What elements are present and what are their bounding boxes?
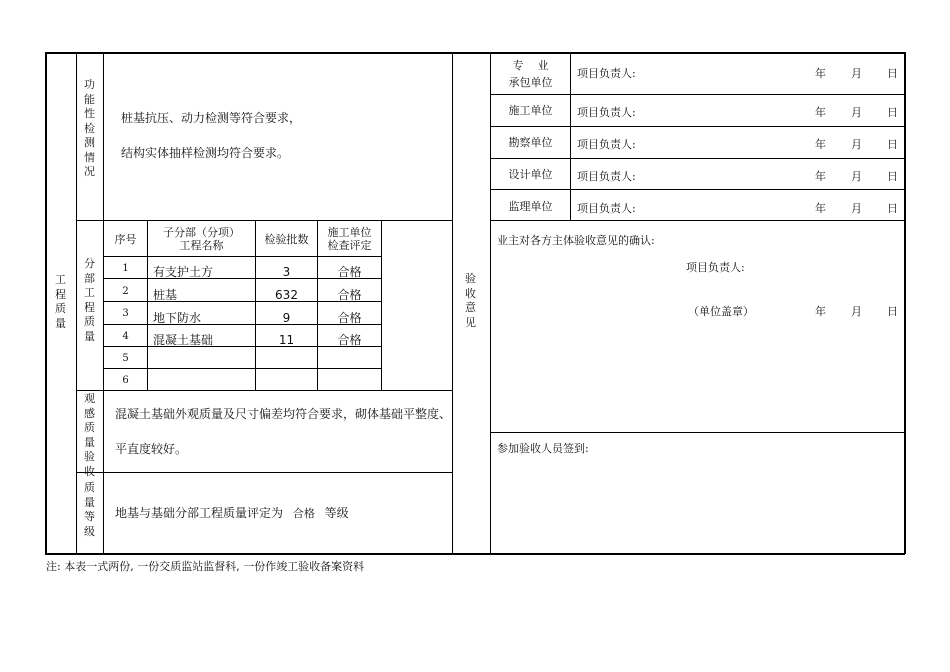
divider-right-label [490, 52, 491, 554]
unit-2-month: 月 [851, 106, 862, 119]
unit-5-day: 日 [887, 202, 898, 215]
unit-5-month: 月 [851, 202, 862, 215]
section-label-engineering-quality: 工程质量 [55, 273, 66, 330]
label-appearance-quality: 观感质量验收 [84, 392, 95, 478]
frame-bottom [45, 553, 905, 555]
h-left-390 [76, 390, 452, 391]
owner-year: 年 [815, 305, 826, 318]
v-sub-381 [381, 220, 382, 390]
label-quality-grade: 质量等级 [84, 481, 95, 538]
unit-1-line2: 承包单位 [508, 76, 553, 89]
unit-1-month: 月 [851, 67, 862, 80]
unit-1-year: 年 [815, 67, 826, 80]
row-1-result: 合格 [337, 265, 362, 279]
row-2-batches: 632 [275, 288, 298, 302]
frame-right [904, 52, 906, 554]
h-right-126 [490, 126, 904, 127]
functional-line-2: 结构实体抽样检测均符合要求。 [121, 146, 290, 160]
section-label-acceptance-opinion: 验收意见 [465, 272, 476, 329]
header-name-line2: 工程名称 [179, 239, 224, 252]
unit-3-month: 月 [851, 138, 862, 151]
h-right-220 [490, 220, 904, 221]
owner-seal: （单位盖章） [688, 305, 754, 318]
grade-statement [115, 507, 349, 520]
h-right-189 [490, 189, 904, 190]
row-3-no: 3 [122, 308, 129, 319]
unit-5-year: 年 [815, 202, 826, 215]
unit-5-person: 项目负责人: [577, 202, 636, 215]
owner-month: 月 [851, 305, 862, 318]
row-2-result: 合格 [337, 288, 362, 302]
row-1-name: 有支护土方 [153, 265, 214, 279]
row-4-name: 混凝土基础 [153, 333, 214, 347]
unit-4-person: 项目负责人: [577, 170, 636, 183]
footnote: 注: 本表一式两份, 一份交质监站监督科, 一份作竣工验收备案资料 [46, 560, 365, 573]
header-batches: 检验批数 [264, 233, 309, 246]
h-sub-368 [103, 368, 381, 369]
unit-4-year: 年 [815, 170, 826, 183]
label-subdivision-quality: 分部工程质量 [84, 257, 95, 343]
header-eval-line1: 施工单位 [327, 226, 372, 239]
h-right-94 [490, 94, 904, 95]
unit-4-month: 月 [851, 170, 862, 183]
row-1-no: 1 [122, 263, 129, 274]
row-4-result: 合格 [337, 333, 362, 347]
row-5-no: 5 [122, 353, 129, 364]
unit-3-day: 日 [887, 138, 898, 151]
unit-3-name: 勘察单位 [508, 136, 553, 149]
row-2-name: 桩基 [153, 288, 178, 302]
unit-3-year: 年 [815, 138, 826, 151]
label-functional-test: 功能性检测情况 [84, 78, 95, 178]
unit-3-person: 项目负责人: [577, 138, 636, 151]
row-6-no: 6 [122, 375, 129, 386]
unit-2-day: 日 [887, 106, 898, 119]
header-name-line1: 子分部（分项） [163, 226, 240, 239]
unit-4-day: 日 [887, 170, 898, 183]
divider-unit [570, 52, 571, 220]
row-4-no: 4 [122, 331, 129, 342]
unit-1-day: 日 [887, 67, 898, 80]
row-2-no: 2 [122, 286, 129, 297]
h-sub-256 [103, 256, 381, 257]
appearance-line-2: 平直度较好。 [115, 442, 188, 456]
h-right-158 [490, 158, 904, 159]
divider-sub-label [103, 52, 104, 554]
frame-left [45, 52, 47, 554]
unit-5-name: 监理单位 [508, 200, 553, 213]
grade-suffix: 等级 [324, 506, 349, 520]
grade-prefix: 地基与基础分部工程质量评定为 [115, 506, 284, 520]
participants-sign-in: 参加验收人员签到: [497, 442, 589, 455]
unit-4-name: 设计单位 [508, 168, 553, 181]
row-4-batches: 11 [278, 333, 295, 347]
row-1-batches: 3 [282, 265, 291, 279]
unit-2-name: 施工单位 [508, 104, 553, 117]
h-left-472 [76, 472, 452, 473]
grade-value: 合格 [292, 507, 315, 520]
divider-left-label [76, 52, 77, 554]
row-3-batches: 9 [282, 311, 291, 325]
owner-day: 日 [887, 305, 898, 318]
functional-line-1: 桩基抗压、动力检测等符合要求， [121, 111, 302, 125]
unit-1-line1: 专 业 [512, 59, 549, 72]
header-no: 序号 [114, 233, 137, 246]
h-left-220 [76, 220, 452, 221]
owner-confirmation-title: 业主对各方主体验收意见的确认: [497, 234, 655, 247]
h-right-432 [490, 432, 904, 433]
frame-top [45, 52, 905, 54]
row-3-result: 合格 [337, 311, 362, 325]
row-3-name: 地下防水 [153, 311, 202, 325]
owner-person: 项目负责人: [686, 261, 745, 274]
unit-2-person: 项目负责人: [577, 106, 636, 119]
header-eval-line2: 检查评定 [327, 239, 372, 252]
unit-2-year: 年 [815, 106, 826, 119]
appearance-line-1: 混凝土基础外观质量及尺寸偏差均符合要求，砌体基础平整度、 [115, 407, 452, 421]
divider-middle [452, 52, 453, 554]
unit-1-person: 项目负责人: [577, 67, 636, 80]
